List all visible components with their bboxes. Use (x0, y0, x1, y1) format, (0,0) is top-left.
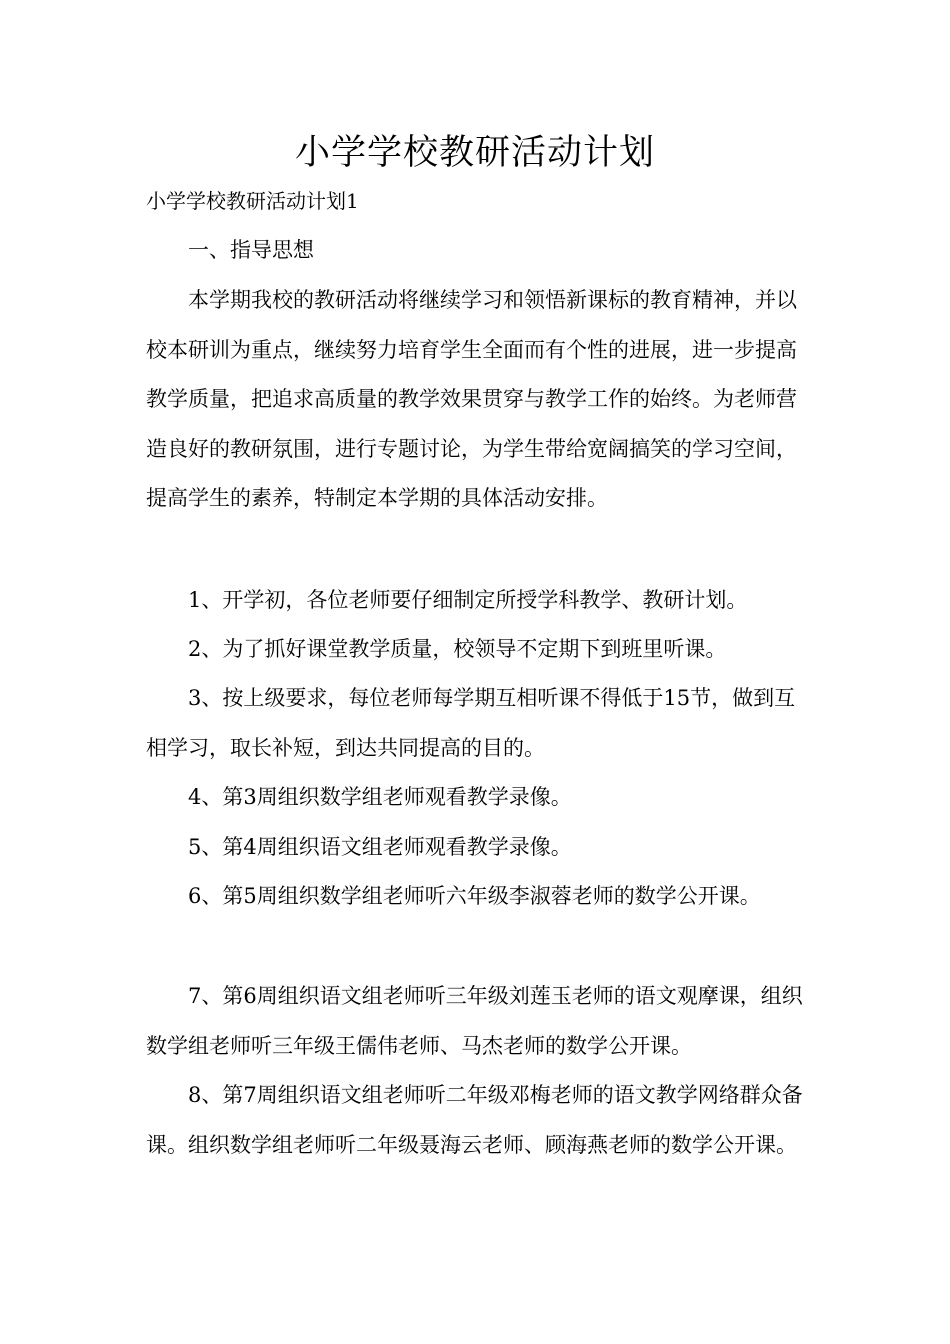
section-heading: 一、指导思想 (188, 238, 314, 262)
plan-item-4: 4、第3周组织数学组老师观看教学录像。 (188, 785, 572, 809)
document-subtitle: 小学学校教研活动计划1 (146, 189, 359, 213)
document-title: 小学学校教研活动计划 (294, 133, 655, 173)
intro-paragraph: 本学期我校的教研活动将继续学习和领悟新课标的教育精神，并以校本研训为重点，继续努力培育学生全面而有个性的进展，进一步提高教学质量，把追求高质量的教学效果贯穿与教学工作的始终。为老师营造良好的教研氛围，进行专题讨论，为学生带给宽阔搞笑的学习空间，提高学生的素养，特制定本学期的具体活动安排。 (146, 288, 797, 510)
plan-item-2: 2、为了抓好课堂教学质量，校领导不定期下到班里听课。 (188, 637, 727, 661)
plan-item-5: 5、第4周组织语文组老师观看教学录像。 (188, 835, 572, 859)
plan-item-8: 8、第7周组织语文组老师听二年级邓梅老师的语文教学网络群众备课。组织数学组老师听二年级聂海云老师、顾海燕老师的数学公开课。 (146, 1083, 803, 1157)
plan-item-6: 6、第5周组织数学组老师听六年级李淑蓉老师的数学公开课。 (188, 884, 761, 908)
plan-item-3: 3、按上级要求，每位老师每学期互相听课不得低于15节，做到互相学习，取长补短，到达共同提高的目的。 (146, 686, 796, 760)
plan-item-1: 1、开学初，各位老师要仔细制定所授学科教学、教研计划。 (188, 588, 748, 612)
plan-item-7: 7、第6周组织语文组老师听三年级刘莲玉老师的语文观摩课，组织数学组老师听三年级王儒伟老师、马杰老师的数学公开课。 (146, 984, 803, 1058)
